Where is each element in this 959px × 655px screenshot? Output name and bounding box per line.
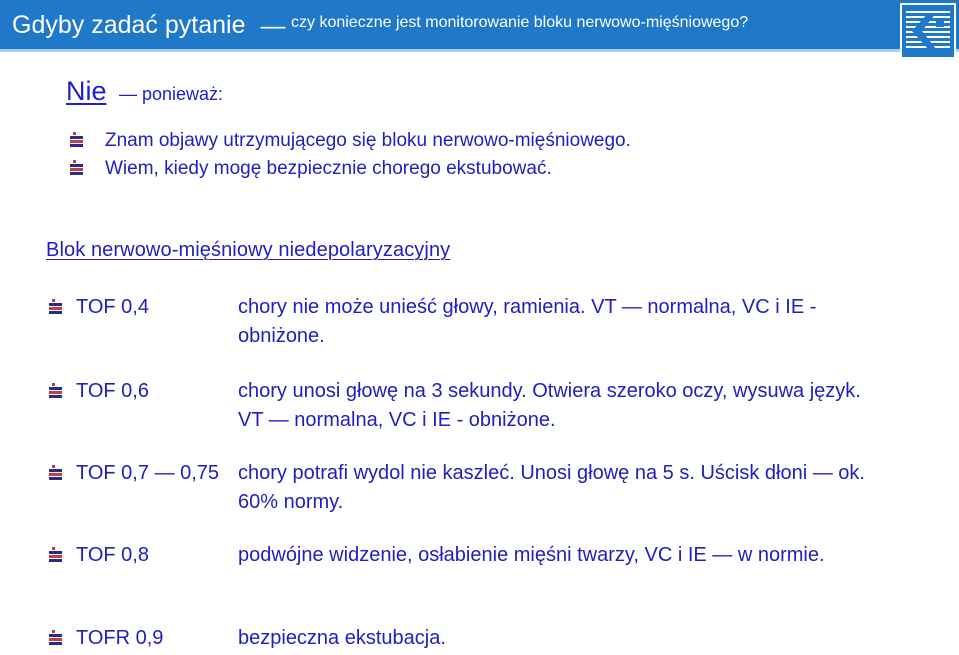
tof-description: chory potrafi wydol nie kaszleć. Unosi głowę na 5 s. Uścisk dłoni — ok. 60% normy. — [238, 462, 865, 513]
intro-line — [66, 76, 223, 107]
header-subtitle: czy konieczne jest monitorowanie bloku nerwowo-mięśniowego? — [291, 14, 749, 31]
tof-label: TOF 0,6 — [76, 380, 149, 402]
bullet-text: Znam objawy utrzymującego się bloku nerwowo-mięśniowego. — [105, 130, 631, 151]
tof-label: TOF 0,4 — [76, 296, 149, 318]
bullet-icon — [47, 630, 64, 647]
bullet-icon — [68, 132, 85, 149]
tof-description: chory unosi głowę na 3 sekundy. Otwiera szeroko oczy, wysuwa język. VT — normalna, VC i IE - obniżone. — [238, 380, 861, 431]
tof-description: podwójne widzenie, osłabienie mięśni twarzy, VC i IE — w normie. — [238, 544, 825, 566]
bullet-text: Wiem, kiedy mogę bezpiecznie chorego ekstubować. — [105, 158, 552, 179]
intro-word: Nie — [66, 76, 107, 106]
bullet-icon — [47, 299, 64, 316]
bullet-icon — [47, 465, 64, 482]
tof-label: TOFR 0,9 — [76, 627, 164, 649]
intro-rest: — ponieważ: — [118, 84, 224, 104]
tof-label: TOF 0,7 — 0,75 — [76, 462, 220, 484]
bullet-icon — [47, 547, 64, 564]
header-dash: — — [260, 12, 286, 41]
section-heading: Blok nerwowo-mięśniowy niedepolaryzacyjny — [46, 239, 451, 261]
header-bar — [0, 0, 959, 49]
logo-icon — [900, 3, 956, 59]
bullet-icon — [68, 160, 85, 177]
header-title-text: Gdyby zadać pytanie — [12, 11, 246, 39]
tof-description: chory nie może unieść głowy, ramienia. VT — normalna, VC i IE - obniżone. — [238, 296, 817, 347]
header-title — [12, 10, 285, 41]
header-stripe — [0, 49, 959, 52]
bullet-icon — [47, 383, 64, 400]
tof-description: bezpieczna ekstubacja. — [238, 627, 446, 649]
tof-label: TOF 0,8 — [76, 544, 149, 566]
